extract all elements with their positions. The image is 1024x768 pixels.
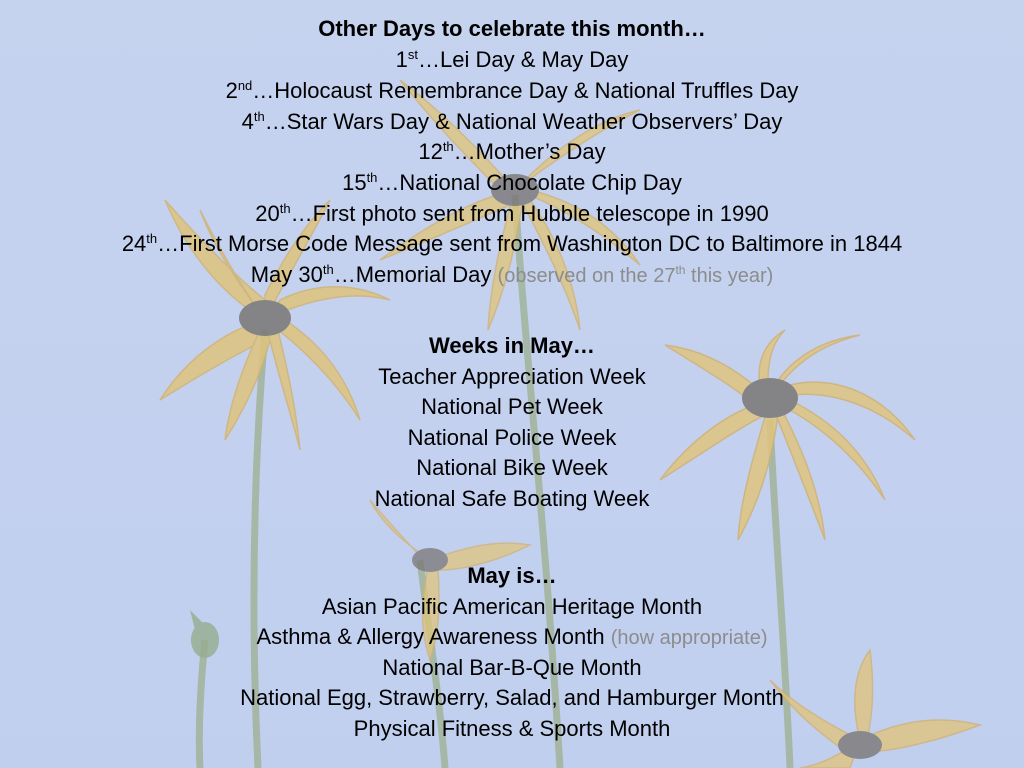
day-number: 2 xyxy=(225,78,238,103)
day-item-24 xyxy=(0,231,1024,257)
day-suffix: th xyxy=(253,109,265,124)
day-suffix: nd xyxy=(237,78,253,93)
month-item: Asian Pacific American Heritage Month xyxy=(321,594,703,619)
day-item-2 xyxy=(0,78,1024,104)
day-number: 12 xyxy=(418,139,443,164)
day-suffix: st xyxy=(407,47,419,62)
month-item: Physical Fitness & Sports Month xyxy=(353,716,671,741)
day-number: 4 xyxy=(241,109,254,134)
months-heading: May is… xyxy=(467,563,557,588)
memorial-note-end: this year) xyxy=(685,265,774,287)
memorial-note-prefix: (observed on the 27 xyxy=(497,265,676,287)
day-number: 20 xyxy=(255,201,280,226)
memorial-note-suffix: th xyxy=(675,263,686,277)
week-item: National Pet Week xyxy=(421,394,603,419)
day-suffix: th xyxy=(442,139,454,154)
week-item: National Bike Week xyxy=(416,455,608,480)
month-note: (how appropriate) xyxy=(610,627,768,649)
day-text: …First photo sent from Hubble telescope in 1990 xyxy=(290,201,769,226)
day-text: …National Chocolate Chip Day xyxy=(377,170,682,195)
day-item-15 xyxy=(0,170,1024,196)
month-item: National Egg, Strawberry, Salad, and Hamburger Month xyxy=(240,685,784,710)
day-suffix: th xyxy=(279,201,291,216)
day-item-4 xyxy=(0,109,1024,135)
day-number: 1 xyxy=(395,47,408,72)
day-text: …Memorial Day xyxy=(333,262,492,287)
day-item-20 xyxy=(0,201,1024,227)
day-text: …Holocaust Remembrance Day & National Truffles Day xyxy=(252,78,799,103)
day-number: 24 xyxy=(121,231,147,256)
week-item: Teacher Appreciation Week xyxy=(378,364,646,389)
month-item: National Bar-B-Que Month xyxy=(382,655,642,680)
day-item-12 xyxy=(0,139,1024,165)
day-number: 15 xyxy=(342,170,367,195)
day-text: …First Morse Code Message sent from Washington DC to Baltimore in 1844 xyxy=(157,231,903,256)
memorial-note xyxy=(498,265,774,287)
month-text: Asthma & Allergy Awareness Month xyxy=(256,624,605,649)
day-text: …Lei Day & May Day xyxy=(418,47,629,72)
day-text: …Mother’s Day xyxy=(453,139,606,164)
day-number: May 30 xyxy=(250,262,323,287)
week-item: National Police Week xyxy=(407,425,617,450)
week-item: National Safe Boating Week xyxy=(374,486,650,511)
day-suffix: th xyxy=(366,170,378,185)
day-item-memorial xyxy=(0,262,1024,289)
weeks-heading: Weeks in May… xyxy=(429,333,595,358)
other-days-heading: Other Days to celebrate this month… xyxy=(318,16,706,41)
month-item-asthma xyxy=(0,624,1024,651)
day-suffix: th xyxy=(146,231,158,246)
day-text: …Star Wars Day & National Weather Observers’ Day xyxy=(264,109,783,134)
day-item-1 xyxy=(0,47,1024,73)
day-suffix: th xyxy=(322,262,334,277)
